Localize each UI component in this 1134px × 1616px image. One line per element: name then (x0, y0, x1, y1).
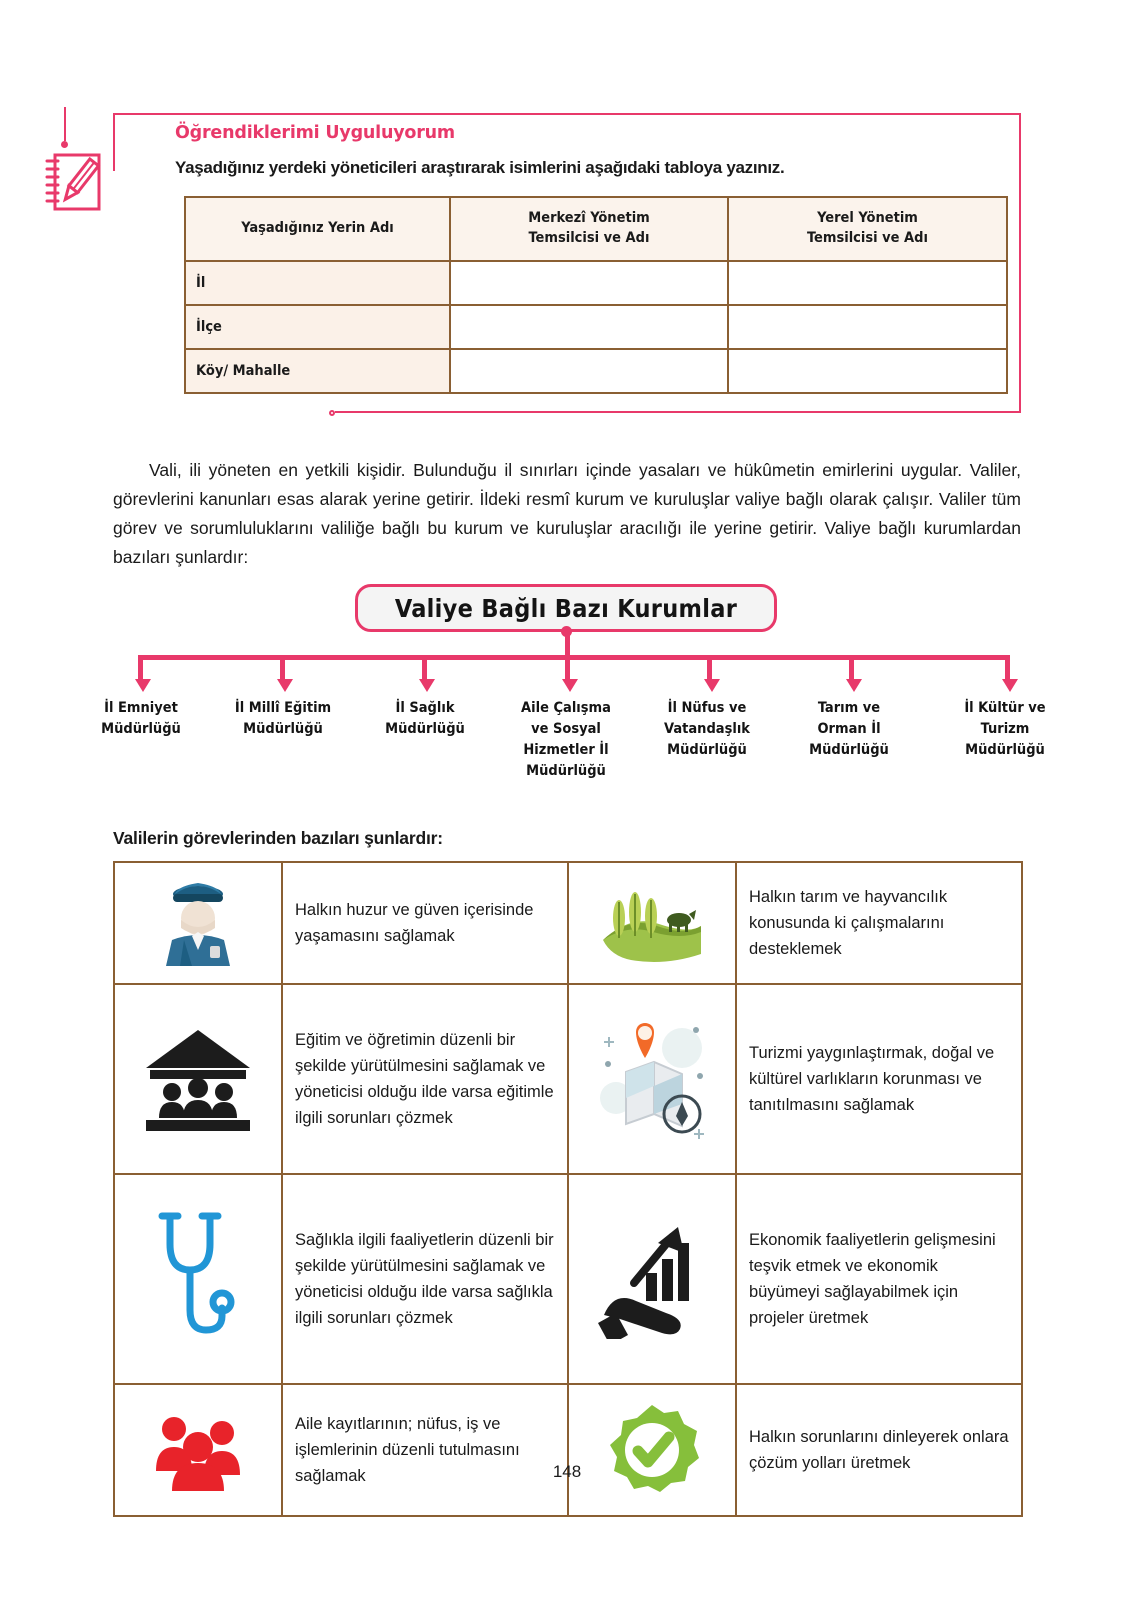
table-row (114, 862, 1022, 984)
duty-text-3-left: Sağlıkla ilgili faaliyetlerin düzenli bir şekilde yürütülmesini sağlamak ve yöneticisi olduğu ilde varsa sağlıkla ilgili sorunları çözmek (282, 1174, 568, 1384)
diagram-label-2 (364, 698, 486, 740)
duty-text-4-right: Halkın sorunlarını dinleyerek onlara çözüm yolları üretmek (736, 1384, 1022, 1516)
diagram-label-5 (789, 698, 909, 761)
diagram-title: Valiye Bağlı Bazı Kurumlar (394, 593, 738, 623)
page-number: 148 (552, 1462, 582, 1481)
duty-text-1-left: Halkın huzur ve güven içerisinde yaşamasını sağlamak (282, 862, 568, 984)
table-header-cell-local (728, 197, 1007, 261)
label-line: İl Emniyet (104, 700, 178, 716)
police-officer-icon (114, 862, 282, 984)
arrow-down-icon (135, 679, 151, 692)
activity-frame-left-edge (113, 113, 115, 171)
duty-text-4-left: Aile kayıtlarının; nüfus, iş ve işlemlerinin düzenli tutulmasını sağlamak (282, 1384, 568, 1516)
label-line: Müdürlüğü (101, 721, 181, 738)
diagram-trunk (565, 631, 570, 657)
diagram-label-6 (943, 698, 1067, 761)
diagram-rail (138, 655, 1010, 660)
label-line: ve Sosyal (531, 721, 601, 738)
table-row (114, 984, 1022, 1174)
row-label-koy-mahalle: Köy/ Mahalle (185, 349, 450, 393)
row-label-il: İl (185, 261, 450, 305)
table-row (185, 349, 1007, 393)
row-label-ilce: İlçe (185, 305, 450, 349)
header-line-1: Yerel Yönetim (817, 210, 918, 227)
header-line-2: Temsilcisi ve Adı (807, 230, 928, 246)
label-line: Hizmetler İl (523, 742, 609, 759)
stethoscope-icon (114, 1174, 282, 1384)
label-line: İl Millî Eğitim (234, 700, 332, 716)
body-paragraph: Vali, ili yöneten en yetkili kişidir. Bulunduğu il sınırları içinde yasaları ve hükûmetin emirlerini uygular. Valiler, görevlerini kanunları esas alarak yerine getirir. İldeki resmî kurum ve kuruluşlar valiye bağlı olarak çalışır. Valiler tüm görev ve sorumluluklarını valiliğe bağlı bu kurum ve kuruluşlar aracılığı ile yerine getirir. Valiye bağlı kurumlardan bazıları şunlardır: (113, 459, 1021, 567)
family-group-icon (114, 1384, 282, 1516)
input-cell-koy-central[interactable] (450, 349, 728, 393)
arrow-down-icon (704, 679, 720, 692)
table-header-row (185, 197, 1007, 261)
label-line: Aile Çalışma (521, 700, 611, 716)
table-row (114, 1174, 1022, 1384)
label-line: Müdürlüğü (667, 742, 747, 759)
label-line: Müdürlüğü (809, 742, 889, 759)
duty-text-1-right: Halkın tarım ve hayvancılık konusunda ki çalışmalarını desteklemek (736, 862, 1022, 984)
header-line-1: Merkezî Yönetim (528, 210, 650, 227)
diagram-title-box (355, 584, 777, 632)
header-line-1: Yaşadığınız Yerin Adı (241, 220, 394, 237)
table-row (185, 261, 1007, 305)
label-line: Vatandaşlık (664, 721, 750, 738)
table-row (114, 1384, 1022, 1516)
notepad-pencil-icon (43, 149, 105, 215)
diagram-label-4 (645, 698, 769, 761)
green-check-badge-icon (568, 1384, 736, 1516)
duty-text-3-right: Ekonomik faaliyetlerin gelişmesini teşvik etmek ve ekonomik büyümeyi sağlayabilmek için projeler üretmek (736, 1174, 1022, 1384)
arrow-down-icon (1002, 679, 1018, 692)
activity-frame-top-dot (61, 141, 68, 148)
label-line: Müdürlüğü (965, 742, 1045, 759)
label-line: Tarım ve (817, 700, 881, 716)
arrow-down-icon (562, 679, 578, 692)
label-line: Müdürlüğü (243, 721, 323, 738)
input-cell-ilce-central[interactable] (450, 305, 728, 349)
activity-frame-top-stem (64, 107, 66, 141)
table-header-cell-place (185, 197, 450, 261)
diagram-label-3 (504, 698, 628, 782)
school-building-icon (114, 984, 282, 1174)
activity-box (113, 113, 1021, 413)
arrow-down-icon (846, 679, 862, 692)
label-line: Müdürlüğü (385, 721, 465, 738)
location-officials-table (184, 196, 1008, 394)
input-cell-il-central[interactable] (450, 261, 728, 305)
label-line: İl Sağlık (395, 700, 455, 716)
label-line: Orman İl (817, 721, 881, 738)
header-line-2: Temsilcisi ve Adı (528, 230, 650, 246)
activity-frame-bottom-edge (335, 411, 1021, 413)
label-line: Müdürlüğü (526, 763, 606, 780)
activity-frame-bottom-dot (329, 410, 335, 416)
duties-heading: Valilerin görevlerinden bazıları şunlardır: (113, 828, 443, 848)
organization-diagram (101, 578, 1046, 818)
table-header-cell-central (450, 197, 728, 261)
arrow-down-icon (419, 679, 435, 692)
diagram-label-0 (83, 698, 199, 740)
arrow-down-icon (277, 679, 293, 692)
input-cell-ilce-local[interactable] (728, 305, 1007, 349)
duties-table (113, 861, 1023, 1517)
activity-instruction: Yaşadığınız yerdeki yöneticileri araştırarak isimlerini aşağıdaki tabloya yazınız. (175, 158, 785, 177)
activity-title: Öğrendiklerimi Uyguluyorum (175, 123, 455, 143)
diagram-label-1 (217, 698, 349, 740)
label-line: İl Nüfus ve (667, 700, 747, 716)
duty-text-2-right: Turizmi yaygınlaştırmak, doğal ve kültürel varlıkların korunması ve tanıtılmasını sağlamak (736, 984, 1022, 1174)
map-pin-compass-icon (568, 984, 736, 1174)
duty-text-2-left: Eğitim ve öğretimin düzenli bir şekilde yürütülmesini sağlamak ve yöneticisi olduğu ilde varsa eğitimle ilgili sorunları çözmek (282, 984, 568, 1174)
label-line: İl Kültür ve (964, 700, 1046, 716)
table-row (185, 305, 1007, 349)
hand-growth-chart-icon (568, 1174, 736, 1384)
label-line: Turizm (980, 721, 1030, 738)
input-cell-koy-local[interactable] (728, 349, 1007, 393)
farm-field-icon (568, 862, 736, 984)
input-cell-il-local[interactable] (728, 261, 1007, 305)
